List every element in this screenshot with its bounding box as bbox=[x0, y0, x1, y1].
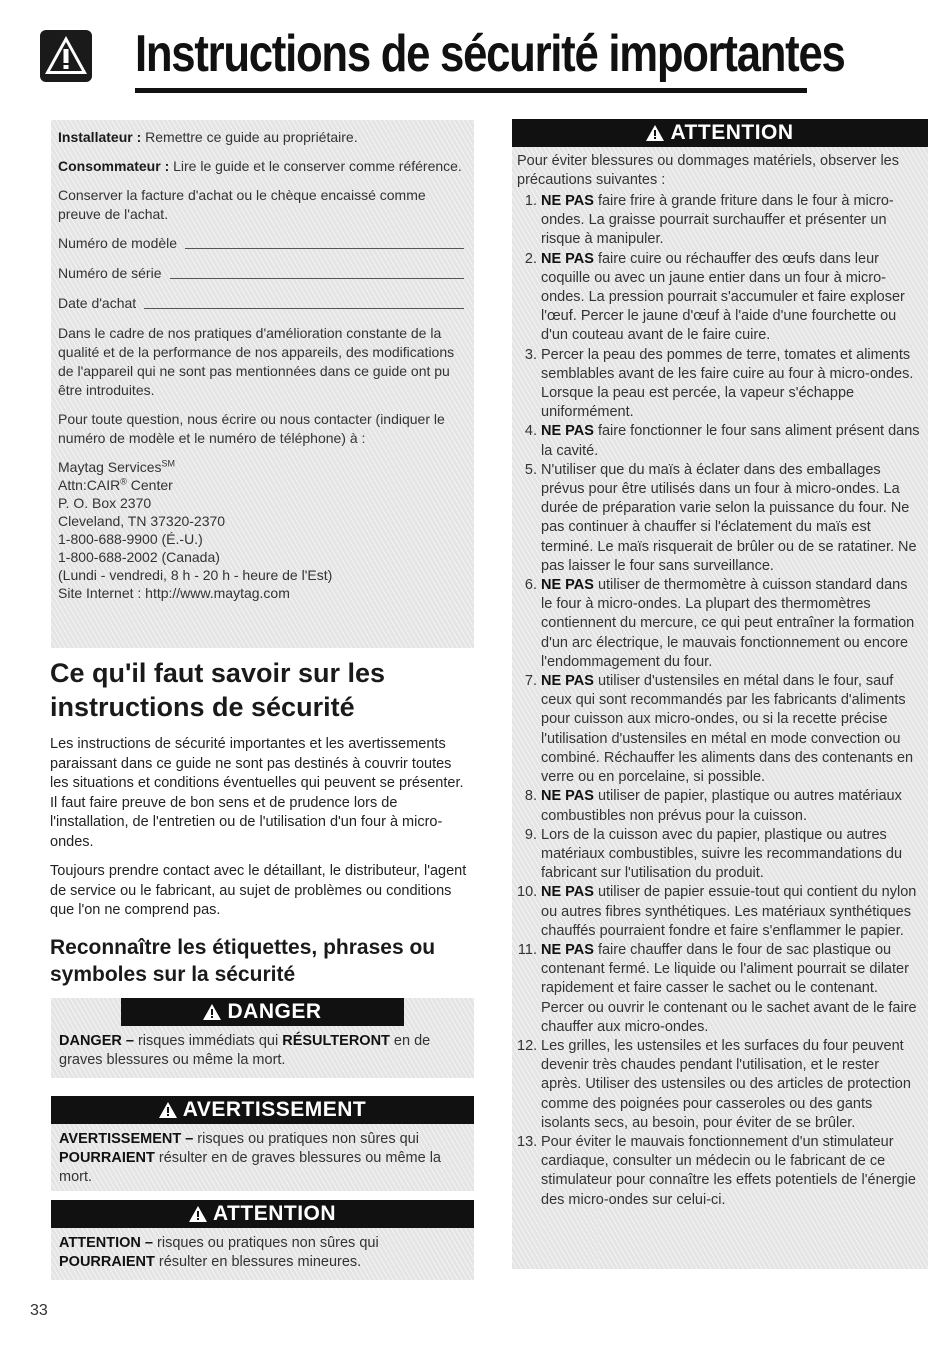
list-item-text: NE PAS utiliser de papier essuie-tout qui contient du nylon ou autres fibres synthétiques. Les matériaux synthétiques chauffés pourraient fondre et faire s'enflammer le papier. bbox=[541, 884, 917, 939]
address-line: Attn:CAIR® Center bbox=[58, 476, 173, 493]
installer-note: Installateur : Remettre ce guide au propriétaire. bbox=[58, 129, 358, 145]
page-header bbox=[40, 22, 845, 94]
contact-address bbox=[58, 458, 468, 602]
list-item bbox=[517, 941, 922, 1037]
list-item-number: 4. bbox=[524, 423, 537, 440]
list-item-text: NE PAS faire cuire ou réchauffer des œufs dans leur coquille ou avec un jaune entier dans un four à micro-ondes. La pression pourrait s'accumuler et faire exploser l'œuf. Percer le jaune d'œuf à l'aide d'une fourchette ou d'un couteau avant de le faire cuire. bbox=[541, 250, 905, 344]
list-item-number: 6. bbox=[524, 577, 537, 594]
list-item bbox=[517, 346, 922, 423]
purchase-date-field bbox=[58, 294, 468, 313]
list-item bbox=[517, 422, 922, 460]
list-item-number: 10. bbox=[517, 884, 538, 901]
list-item bbox=[517, 461, 922, 576]
list-item-text: Les grilles, les ustensiles et les surfaces du four peuvent devenir très chaudes pendant l'utilisation, et le rester après. Utiliser des ustensiles ou des articles de protection comme des poignées pour casseroles ou des gants isolants secs, au besoin, pour éviter de se brûler. bbox=[541, 1037, 911, 1131]
address-line: Cleveland, TN 37320-2370 bbox=[58, 513, 226, 529]
precautions-list bbox=[512, 192, 928, 1210]
list-item-text: NE PAS faire fonctionner le four sans aliment présent dans la cavité. bbox=[541, 423, 920, 459]
list-item bbox=[517, 883, 922, 941]
list-item-text: Percer la peau des pommes de terre, tomates et aliments semblables avant de les faire cuire au four à micro-ondes. Lorsque la peau est percée, la vapeur s'échappe uniformément. bbox=[541, 346, 914, 421]
address-line: P. O. Box 2370 bbox=[58, 495, 152, 511]
warning-bar: AVERTISSEMENT bbox=[51, 1096, 474, 1124]
alert-triangle-icon bbox=[189, 1206, 207, 1222]
list-item bbox=[517, 1133, 922, 1210]
list-item-number: 3. bbox=[524, 346, 537, 363]
page-number: 33 bbox=[30, 1302, 48, 1319]
list-item-text: NE PAS utiliser de thermomètre à cuisson standard dans le four à micro-ondes. La plupart des thermomètres contiennent du mercure, ce qui peut entraîner la formation d'un arc électrique, le mauvais fonctionnement ou encore l'endommagement du four. bbox=[541, 577, 915, 670]
list-item bbox=[517, 1037, 922, 1133]
list-item bbox=[517, 250, 922, 346]
list-item-text: NE PAS utiliser d'ustensiles en métal dans le four, sauf ceux qui sont recommandés par les fabricants d'aliments pour cuisson aux micro-ondes, ou si la recette précise l'utilisation d'ustensiles en métal en mode convection ou combiné. Réchauffer les aliments dans des contenants en verre ou en porcelaine, si possible. bbox=[541, 673, 914, 786]
page-title: Instructions de sécurité importantes bbox=[135, 25, 845, 83]
website-line: Site Internet : http://www.maytag.com bbox=[58, 585, 290, 601]
alert-triangle-icon bbox=[159, 1102, 177, 1118]
safety-heading: Ce qu'il faut savoir sur les instructions de sécurité bbox=[50, 658, 386, 722]
warning-definition: AVERTISSEMENT – risques ou pratiques non sûres qui POURRAIENT résulter en de graves blessures ou même la mort. bbox=[59, 1131, 441, 1185]
consumer-note: Consommateur : Lire le guide et le conserver comme référence. bbox=[58, 158, 462, 174]
danger-definition: DANGER – risques immédiats qui RÉSULTERONT en de graves blessures ou même la mort. bbox=[59, 1033, 431, 1068]
owner-info-box bbox=[51, 120, 474, 648]
receipt-note: Conserver la facture d'achat ou le chèque encaissé comme preuve de l'achat. bbox=[58, 187, 426, 222]
safety-paragraph-2: Toujours prendre contact avec le détaillant, le distributeur, l'agent de service ou le fabricant, au sujet de problèmes ou conditions que l'on ne comprend pas. bbox=[50, 863, 467, 918]
labels-heading: Reconnaître les étiquettes, phrases ou symboles sur la sécurité bbox=[50, 936, 436, 986]
list-item bbox=[517, 576, 922, 672]
model-number-label: Numéro de modèle bbox=[58, 235, 178, 251]
attention-precautions-box bbox=[512, 119, 928, 1269]
list-item-number: 2. bbox=[524, 250, 537, 267]
address-line: Maytag Services℠ bbox=[58, 458, 175, 475]
caution-definition: ATTENTION – risques ou pratiques non sûres qui POURRAIENT résulter en blessures mineures. bbox=[59, 1235, 379, 1270]
model-number-field bbox=[58, 234, 468, 253]
list-item-number: 7. bbox=[524, 673, 537, 690]
phone-us: 1-800-688-9900 (É.-U.) bbox=[58, 531, 203, 547]
list-item bbox=[517, 826, 922, 884]
caution-box bbox=[51, 1200, 474, 1280]
service-hours: (Lundi - vendredi, 8 h - 20 h - heure de l'Est) bbox=[58, 567, 333, 583]
warning-triangle-icon bbox=[40, 30, 92, 82]
alert-triangle-icon bbox=[203, 1004, 221, 1020]
serial-number-field bbox=[58, 264, 468, 283]
danger-box bbox=[51, 998, 474, 1078]
contact-note: Pour toute question, nous écrire ou nous contacter (indiquer le numéro de modèle et le numéro de téléphone) à : bbox=[58, 411, 445, 446]
list-item-number: 11. bbox=[517, 941, 537, 958]
warning-box bbox=[51, 1096, 474, 1191]
list-item-text: NE PAS faire frire à grande friture dans le four à micro-ondes. La graisse pourrait surchauffer et présenter un risque à manipuler. bbox=[541, 193, 894, 248]
title-underline bbox=[135, 88, 807, 93]
list-item-number: 5. bbox=[524, 461, 537, 478]
serial-number-label: Numéro de série bbox=[58, 265, 162, 281]
phone-canada: 1-800-688-2002 (Canada) bbox=[58, 549, 220, 565]
attention-bar: ATTENTION bbox=[512, 119, 928, 147]
caution-bar: ATTENTION bbox=[51, 1200, 474, 1228]
danger-bar: DANGER bbox=[121, 998, 404, 1026]
alert-triangle-icon bbox=[646, 125, 664, 141]
list-item-text: Pour éviter le mauvais fonctionnement d'un stimulateur cardiaque, consulter un médecin ou le fabricant de ce stimulateur pour connaître les effets potentiels de l'énergie des micro-ondes sur celui-ci. bbox=[541, 1133, 916, 1208]
model-number-line bbox=[185, 247, 464, 249]
list-item bbox=[517, 672, 922, 787]
list-item-number: 9. bbox=[524, 826, 537, 843]
list-item-text: N'utiliser que du maïs à éclater dans des emballages prévus pour être utilisés dans un four à micro-ondes. La durée de préparation varie selon la puissance du four. Ne pas continuer à chauffer si l'éclatement du maïs est terminé. Le maïs risquerait de brûler ou de se ratatiner. Ne pas laisser le four sans surveillance. bbox=[541, 461, 917, 574]
list-item bbox=[517, 192, 922, 250]
list-item-text: NE PAS faire chauffer dans le four de sac plastique ou contenant fermé. Le liquide ou l'aliment pourrait se dilater rapidement et faire casser le sachet ou le contenant. Percer ou ouvrir le contenant ou le sachet avant de le faire chauffer aux micro-ondes. bbox=[541, 941, 917, 1035]
purchase-date-line bbox=[144, 307, 464, 309]
safety-paragraph-1: Les instructions de sécurité importantes et les avertissements paraissant dans ce guide ne sont pas destinés à couvrir toutes les situations et conditions éventuelles qui peuvent se présenter. Il faut faire preuve de bon sens et de prudence lors de l'installation, de l'entretien ou de l'utilisation d'un four à micro-ondes. bbox=[50, 736, 464, 850]
list-item-number: 8. bbox=[524, 788, 537, 805]
improvement-note: Dans le cadre de nos pratiques d'amélioration constante de la qualité et de la performance de nos appareils, des modifications de l'appareil qui ne sont pas mentionnées dans ce guide ont pu être introduites. bbox=[58, 325, 455, 398]
list-item-text: NE PAS utiliser de papier, plastique ou autres matériaux combustibles non prévus pour la cuisson. bbox=[541, 788, 902, 824]
purchase-date-label: Date d'achat bbox=[58, 295, 137, 311]
attention-intro: Pour éviter blessures ou dommages matériels, observer les précautions suivantes : bbox=[517, 153, 899, 188]
list-item-number: 13. bbox=[517, 1133, 538, 1150]
list-item-text: Lors de la cuisson avec du papier, plastique ou autres matériaux combustibles, suivre les recommandations du fabricant sur l'utilisation du produit. bbox=[541, 826, 903, 882]
list-item-number: 12. bbox=[517, 1037, 538, 1054]
list-item bbox=[517, 787, 922, 825]
list-item-number: 1. bbox=[524, 193, 537, 209]
serial-number-line bbox=[170, 277, 465, 279]
